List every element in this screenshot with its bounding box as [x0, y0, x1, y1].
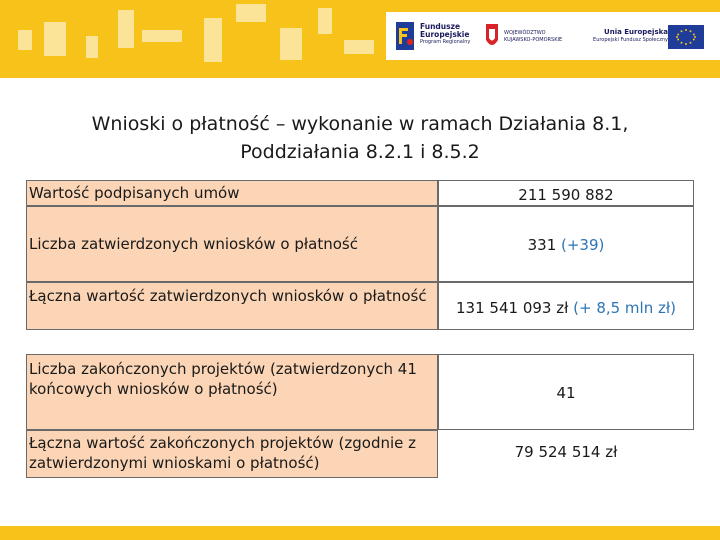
value-text: 331: [527, 236, 562, 254]
fundusze-europejskie-logo-icon: [394, 20, 416, 52]
footer-bar: [0, 526, 720, 540]
value-text: 41: [556, 384, 576, 402]
fe-logo-line: Fundusze: [420, 22, 461, 31]
kp-logo-text: [504, 30, 584, 43]
row-label-signed-contracts: Wartość podpisanych umów: [26, 180, 438, 206]
banner-decoration: [280, 28, 302, 60]
value-text: 131 541 093 zł: [456, 299, 574, 317]
banner-decoration: [204, 18, 222, 62]
kujawsko-pomorskie-crest-icon: [484, 20, 500, 52]
banner-decoration: [44, 22, 66, 56]
title-line-2: Poddziałania 8.2.1 i 8.5.2: [240, 141, 480, 163]
title-line-1: Wnioski o płatność – wykonanie w ramach Działania 8.1,: [91, 113, 629, 135]
row-label-completed-projects-value: Łączna wartość zakończonych projektów (zgodnie z zatwierdzonymi wnioskami o płatność): [26, 430, 438, 478]
row-label-approved-claims-count: Liczba zatwierdzonych wniosków o płatność: [26, 206, 438, 282]
eu-logo-line: Europejski Fundusz Społeczny: [593, 37, 668, 43]
banner-decoration: [86, 36, 98, 58]
row-value-completed-projects-value: [438, 430, 694, 478]
row-value-approved-claims-count: [438, 206, 694, 282]
page-title: [40, 110, 680, 166]
banner-decoration: [18, 30, 32, 50]
value-increase: (+39): [561, 236, 605, 254]
row-value-signed-contracts: [438, 180, 694, 206]
banner-decoration: [142, 30, 182, 42]
row-label-completed-projects-count: Liczba zakończonych projektów (zatwierdzonych 41 końcowych wniosków o płatność): [26, 354, 438, 430]
banner-decoration: [236, 4, 266, 22]
banner-decoration: [318, 8, 332, 34]
value-increase: (+ 8,5 mln zł): [573, 299, 676, 317]
fe-logo-line: Program Regionalny: [420, 39, 471, 45]
eu-flag-icon: [668, 25, 704, 49]
logo-strip: [386, 12, 720, 60]
fe-logo-text: [420, 23, 478, 46]
fe-logo-line: Europejskie: [420, 30, 470, 39]
row-value-approved-claims-value: [438, 282, 694, 330]
value-text: 79 524 514 zł: [514, 443, 618, 461]
banner-decoration: [344, 40, 374, 54]
row-label-approved-claims-value: Łączna wartość zatwierdzonych wniosków o płatność: [26, 282, 438, 330]
value-text: 211 590 882: [518, 186, 614, 204]
eu-logo-line: Unia Europejska: [604, 28, 668, 36]
eu-logo-text: [584, 28, 668, 44]
header-banner: [0, 0, 720, 78]
kp-logo-line: WOJEWÓDZTWO: [504, 30, 546, 36]
row-value-completed-projects-count: [438, 354, 694, 430]
banner-decoration: [118, 10, 134, 48]
kp-logo-line: KUJAWSKO-POMORSKIE: [504, 36, 563, 43]
